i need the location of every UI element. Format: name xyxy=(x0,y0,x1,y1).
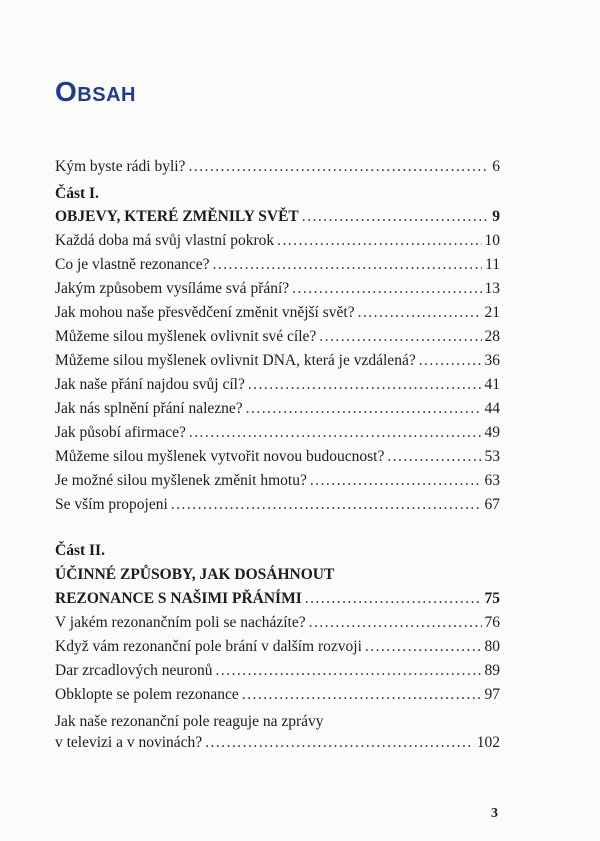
toc-entry-page: 75 xyxy=(484,590,500,607)
toc-entry[interactable] xyxy=(55,495,500,515)
toc-entry-page: 44 xyxy=(484,400,500,417)
toc-entry-page: 67 xyxy=(484,496,500,513)
toc-leader-dots xyxy=(216,661,482,681)
toc-entry-title: Jakým způsobem vysíláme svá přání? xyxy=(55,280,290,297)
toc-leader-dots xyxy=(292,279,481,299)
page-number: 3 xyxy=(491,806,498,821)
toc-entry-title: Jak naše přání najdou svůj cíl? xyxy=(55,376,245,393)
toc-entry[interactable] xyxy=(55,375,500,395)
toc-entry-page: 13 xyxy=(484,280,500,297)
toc-leader-dots xyxy=(319,327,481,347)
part-2-heading-line1: ÚČINNÉ ZPŮSOBY, JAK DOSÁHNOUT xyxy=(55,566,335,583)
toc-entry-page: 63 xyxy=(484,472,500,489)
toc-entry-page: 21 xyxy=(484,304,500,321)
toc-leader-dots xyxy=(188,157,489,177)
part-1-heading[interactable] xyxy=(55,207,500,227)
toc-leader-dots xyxy=(242,685,482,705)
toc-entry-title: Můžeme silou myšlenek vytvořit novou budoucnost? xyxy=(55,448,385,465)
toc-entry[interactable] xyxy=(55,327,500,347)
toc-entry-page: 10 xyxy=(484,232,500,249)
toc-entry-title: OBJEVY, KTERÉ ZMĚNILY SVĚT xyxy=(55,208,299,225)
toc-entry-intro[interactable] xyxy=(55,157,500,177)
toc-leader-dots xyxy=(365,637,482,657)
toc-leader-dots xyxy=(205,733,474,753)
toc-leader-dots xyxy=(246,399,482,419)
toc-leader-dots xyxy=(310,471,482,491)
toc-entry-multiline[interactable] xyxy=(55,733,500,753)
toc-leader-dots xyxy=(358,303,482,323)
toc-entry-page: 49 xyxy=(484,424,500,441)
toc-entry-multiline-line1[interactable]: Jak naše rezonanční pole reaguje na zprávy xyxy=(55,713,324,730)
toc-entry-page: 11 xyxy=(485,256,500,273)
toc-entry[interactable] xyxy=(55,279,500,299)
toc-entry-page: 53 xyxy=(484,448,500,465)
toc-entry[interactable] xyxy=(55,661,500,681)
toc-entry[interactable] xyxy=(55,351,500,371)
toc-entry-title: Je možné silou myšlenek změnit hmotu? xyxy=(55,472,307,489)
toc-entry[interactable] xyxy=(55,303,500,323)
toc-leader-dots xyxy=(248,375,482,395)
toc-entry-title: Dar zrcadlových neuronů xyxy=(55,662,213,679)
toc-leader-dots xyxy=(213,255,483,275)
toc-entry-title: Kým byste rádi byli? xyxy=(55,158,186,175)
toc-entry-title: Jak nás splnění přání nalezne? xyxy=(55,400,243,417)
toc-leader-dots xyxy=(387,447,481,467)
toc-entry-title: Můžeme silou myšlenek ovlivnit své cíle? xyxy=(55,328,317,345)
toc-entry-page: 102 xyxy=(476,734,500,751)
toc-entry-title: Každá doba má svůj vlastní pokrok xyxy=(55,232,275,249)
toc-entry[interactable] xyxy=(55,637,500,657)
toc-entry-page: 41 xyxy=(484,376,500,393)
toc-entry[interactable] xyxy=(55,255,500,275)
toc-entry-page: 36 xyxy=(484,352,500,369)
part-1-label: Část I. xyxy=(55,185,99,202)
toc-leader-dots xyxy=(302,207,489,227)
toc-entry-page: 76 xyxy=(484,614,500,631)
toc-entry-page: 6 xyxy=(492,158,500,175)
toc-entry-page: 9 xyxy=(492,208,500,225)
toc-entry-title: Obklopte se polem rezonance xyxy=(55,686,239,703)
toc-leader-dots xyxy=(189,423,482,443)
toc-entry-title: Jak působí afirmace? xyxy=(55,424,186,441)
part-2-heading[interactable] xyxy=(55,589,500,609)
toc-leader-dots xyxy=(309,613,482,633)
toc-entry-title: Když vám rezonanční pole brání v dalším rozvoji xyxy=(55,638,362,655)
toc-entry-title: V jakém rezonančním poli se nacházíte? xyxy=(55,614,306,631)
toc-entry[interactable] xyxy=(55,423,500,443)
toc-entry[interactable] xyxy=(55,471,500,491)
toc-entry-title: Se vším propojeni xyxy=(55,496,168,513)
toc-entry-title: Co je vlastně rezonance? xyxy=(55,256,210,273)
part-2-label: Část II. xyxy=(55,542,105,559)
toc-entry[interactable] xyxy=(55,613,500,633)
toc-entry-page: 97 xyxy=(484,686,500,703)
toc-leader-dots xyxy=(171,495,482,515)
toc-entry[interactable] xyxy=(55,399,500,419)
toc-entry[interactable] xyxy=(55,685,500,705)
toc-entry-page: 28 xyxy=(484,328,500,345)
toc-entry-title: v televizi a v novinách? xyxy=(55,734,203,751)
toc-entry[interactable] xyxy=(55,447,500,467)
toc-entry-page: 80 xyxy=(484,638,500,655)
toc-entry-title: Jak mohou naše přesvědčení změnit vnější svět? xyxy=(55,304,355,321)
toc-leader-dots xyxy=(305,589,482,609)
toc-entry-page: 89 xyxy=(484,662,500,679)
toc-entry-title: Můžeme silou myšlenek ovlivnit DNA, která je vzdálená? xyxy=(55,352,416,369)
toc-leader-dots xyxy=(419,351,482,371)
toc-entry[interactable] xyxy=(55,231,500,251)
page-title: Obsah xyxy=(55,76,136,107)
toc-leader-dots xyxy=(277,231,481,251)
toc-entry-title: REZONANCE S NAŠIMI PŘÁNÍMI xyxy=(55,590,302,607)
